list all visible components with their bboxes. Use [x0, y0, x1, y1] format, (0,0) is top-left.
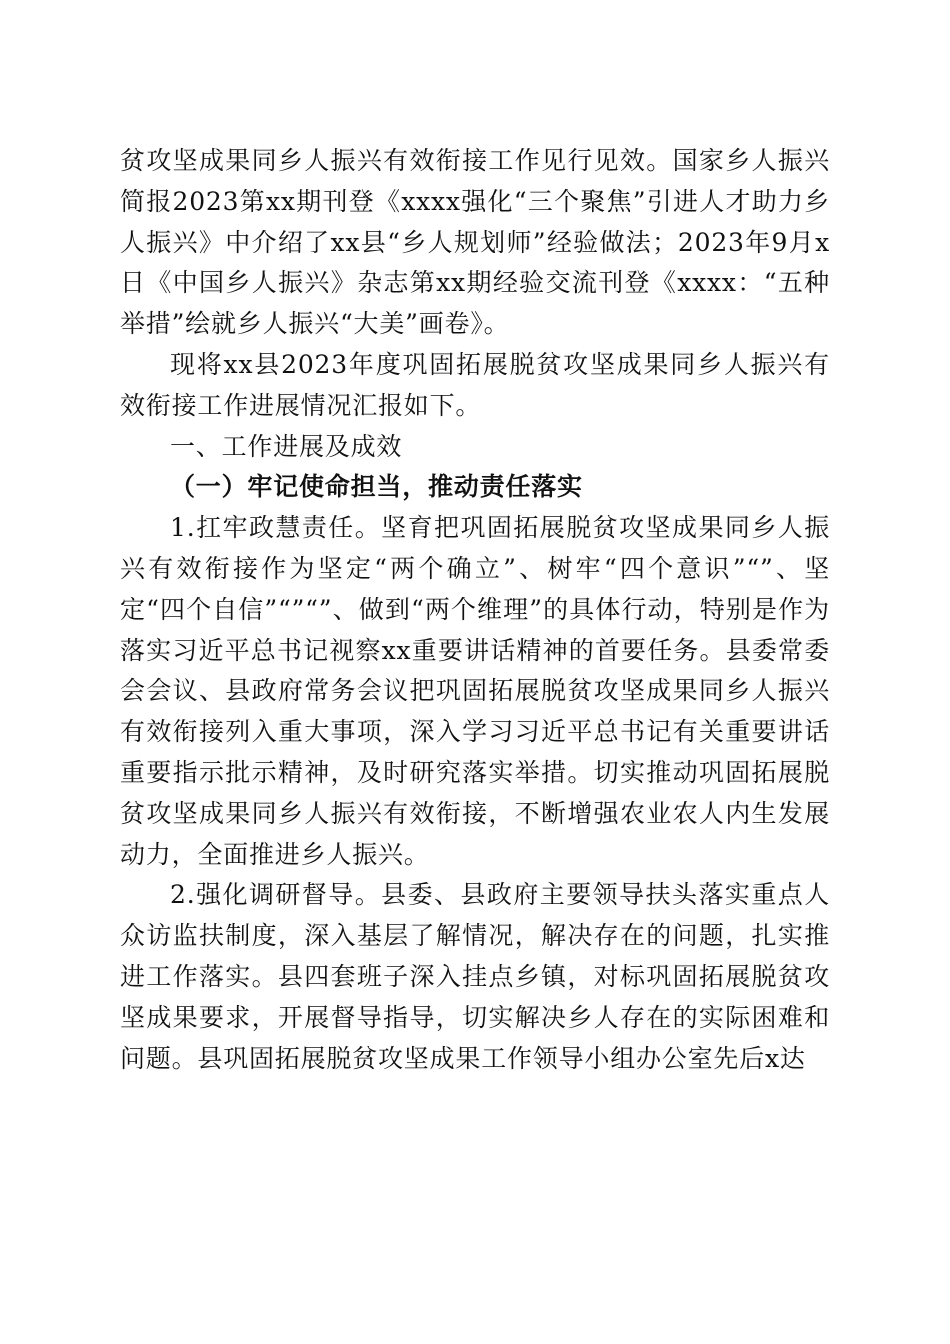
- paragraph-intro: 现将xx县2023年度巩固拓展脱贫攻坚成果同乡人振兴有效衔接工作进展情况汇报如下。: [120, 349, 830, 420]
- paragraph-continuation: 贫攻坚成果同乡人振兴有效衔接工作见行见效。国家乡人振兴简报2023第xx期刊登《xxxx强化“三个聚焦”引进人才助力乡人振兴》中介绍了xx县“乡人规划师”经验做法；2023年9月x日《中国乡人振兴》杂志第xx期经验交流刊登《xxxx：“五种举措”绘就乡人振兴“大美”画卷》。: [120, 146, 830, 339]
- paragraph-item-1: 1.扛牢政慧责任。坚育把巩固拓展脱贫攻坚成果同乡人振兴有效衔接作为坚定“两个确立”、树牢“四个意识”“”、坚定“四个自信”“”“”、做到“两个维理”的具体行动，特别是作为落实习近平总书记视察xx重要讲话精神的首要任务。县委常委会会议、县政府常务会议把巩固拓展脱贫攻坚成果同乡人振兴有效衔接列入重大事项，深入学习习近平总书记有关重要讲话重要指示批示精神，及时研究落实举措。切实推动巩固拓展脱贫攻坚成果同乡人振兴有效衔接，不断增强农业农人内生发展动力，全面推进乡人振兴。: [120, 513, 830, 869]
- section-heading: 一、工作进展及成效: [170, 431, 403, 461]
- subsection-heading: （一）牢记使命担当，推动责任落实: [170, 472, 583, 502]
- document-body: [120, 141, 830, 1079]
- paragraph-item-2: 2.强化调研督导。县委、县政府主要领导扶头落实重点人众访监扶制度，深入基层了解情况，解决存在的问题，扎实推进工作落实。县四套班子深入挂点乡镇，对标巩固拓展脱贫攻坚成果要求，开展督导指导，切实解决乡人存在的实际困难和问题。县巩固拓展脱贫攻坚成果工作领导小组办公室先后x达: [120, 880, 830, 1073]
